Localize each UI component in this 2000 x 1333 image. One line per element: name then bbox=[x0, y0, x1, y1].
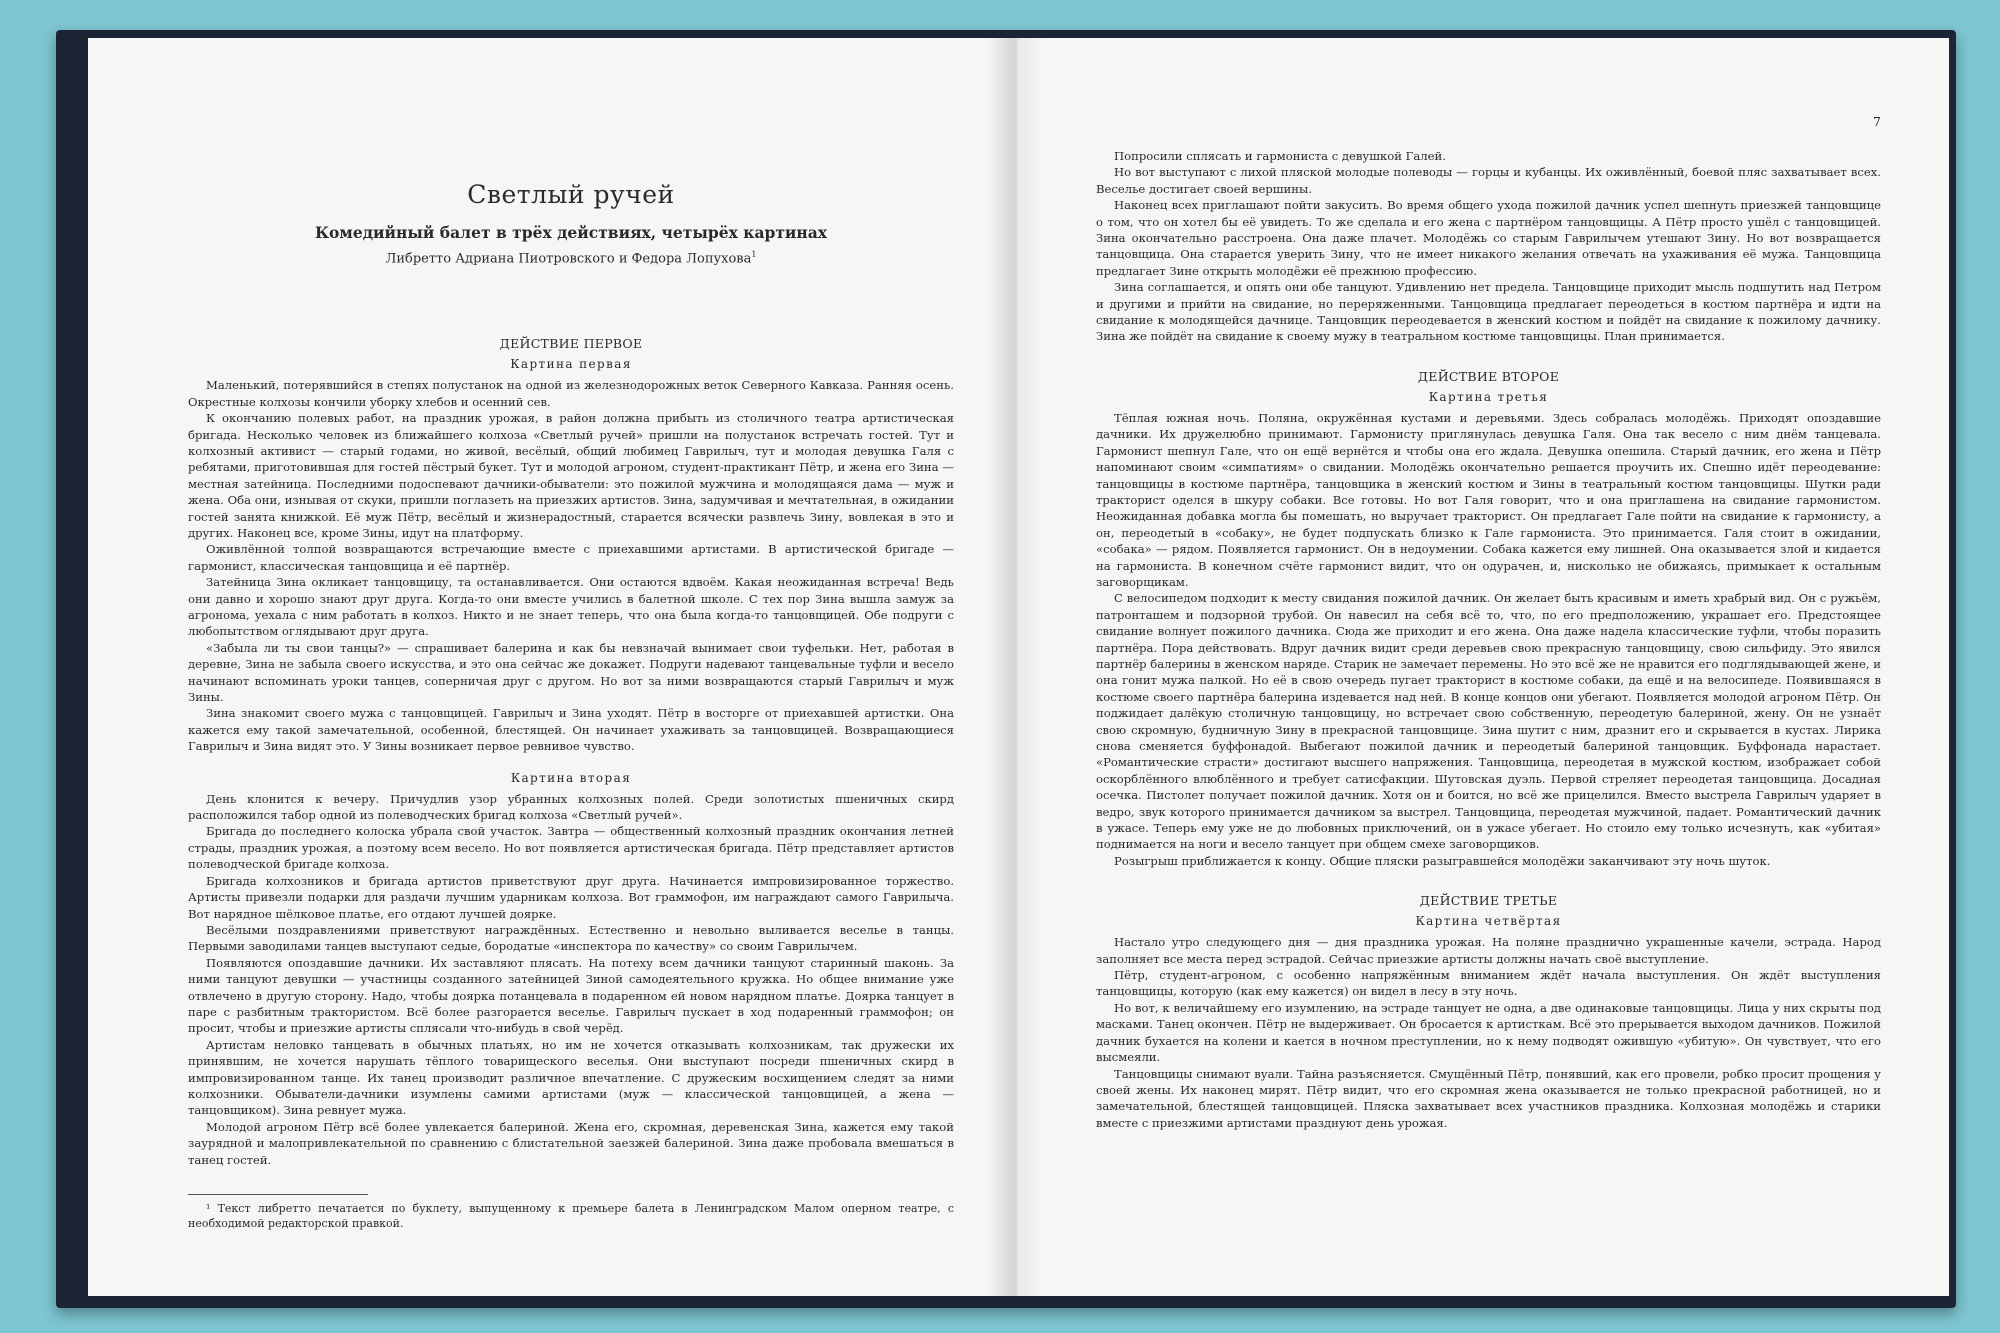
paragraph: Зина знакомит своего мужа с танцовщицей. Гаврилыч и Зина уходят. Пётр в восторге от приехавшей артистки. Она кажется ему такой замечательной, особенной, блестящей. Он начинает ухаживать за танцовщицей. Возвращающиеся Гаврилыч и Зина видят это. У Зины возникает первое ревнивое чувство. bbox=[188, 706, 954, 754]
scene-heading: Картина третья bbox=[1428, 389, 1549, 404]
paragraph: Оживлённой толпой возвращаются встречающие вместе с приехавшими артистами. В артистической бригаде — гармонист, классическая танцовщица и её партнёр. bbox=[188, 542, 954, 573]
footnote: ¹ Текст либретто печатается по буклету, выпущенному к премьере балета в Ленинградском Малом оперном театре, с необходимой редакторской правкой. bbox=[188, 1202, 954, 1231]
scene-heading: Картина первая bbox=[510, 357, 632, 372]
paragraph: Но вот, к величайшему его изумлению, на эстраде танцует не одна, а две одинаковые танцовщицы. Лица у них скрыты под масками. Танец окончен. Пётр не выдерживает. Он бросается к артисткам. Всё это прерывается выходом дачников. Пожилой дачник бухается на колени и кается в ночном преступлении, но к нему подводят ожившую «убитую». Он чувствует, что его высмеяли. bbox=[1096, 1000, 1881, 1065]
paragraph: «Забыла ли ты свои танцы?» — спрашивает балерина и как бы невзначай вынимает свои туфельки. Нет, работая в деревне, Зина не забыла своего искусства, и это она сейчас же докажет. Подруги надевают танцевальные туфли и весело начинают вспоминать уроки танцев, соперничая друг с другом. Но вот за ними возвращаются старый Гаврилыч и муж Зины. bbox=[188, 640, 954, 705]
paragraph: Молодой агроном Пётр всё более увлекается балериной. Жена его, скромная, деревенская Зина, кажется ему такой заурядной и малопривлекательной по сравнению с блистательной заезжей балериной. Зина даже пробовала вмешаться в танец гостей. bbox=[188, 1119, 954, 1167]
paragraph: День клонится к вечеру. Причудлив узор убранных колхозных полей. Среди золотистых пшеничных скирд расположился табор одной из полеводческих бригад колхоза «Светлый ручей». bbox=[188, 791, 954, 823]
page-subtitle: Комедийный балет в трёх действиях, четырёх картинах bbox=[314, 223, 828, 242]
left-page bbox=[88, 38, 1016, 1296]
page-title: Светлый ручей bbox=[467, 180, 675, 209]
paragraph: Настало утро следующего дня — дня праздника урожая. На поляне празднично украшенные качели, эстрада. Народ заполняет все места перед эстрадой. Сейчас приезжие артисты должны начать своё выступление. bbox=[1096, 935, 1881, 966]
footnote-divider bbox=[188, 1194, 368, 1195]
paragraph: Весёлыми поздравлениями приветствуют награждённых. Естественно и невольно выливается веселье в танцы. Первыми заводилами танцев выступают седые, бородатые «инспектора по качеству» со своим Гаврилычем. bbox=[188, 922, 954, 954]
paragraph: Танцовщицы снимают вуали. Тайна разъясняется. Смущённый Пётр, понявший, как его провели, робко просит прощения у своей жены. Их наконец мирят. Пётр видит, что его скромная жена оказывается не только прекрасной работницей, но и замечательной, блестящей танцовщицей. Пляска захватывает всех участников праздника. Колхозная молодёжь и старики вместе с приезжими артистами празднуют день урожая. bbox=[1096, 1066, 1881, 1130]
paragraph: Пётр, студент-агроном, с особенно напряжённым вниманием ждёт начала выступления. Он ждёт выступления танцовщицы, которую (как ему кажется) он видел в лесу в эту ночь. bbox=[1096, 968, 1881, 999]
authors-text: Либретто Адриана Пиотровского и Федора Лопухова bbox=[385, 251, 752, 267]
paragraph: Маленький, потерявшийся в степях полустанок на одной из железнодорожных веток Северного Кавказа. Ранняя осень. Окрестные колхозы кончили уборку хлебов и осенний сев. bbox=[188, 378, 954, 409]
paragraph: Розыгрыш приближается к концу. Общие пляски разыгравшейся молодёжи заканчивают эту ночь шуток. bbox=[1114, 853, 1771, 868]
paragraph: Зина соглашается, и опять они обе танцуют. Удивлению нет предела. Танцовщице приходит мысль подшутить над Петром и другими и прийти на свидание, но переряженными. Танцовщица предлагает переодеться в костюм партнёра и идти на свидание к молодящейся дачнице. Танцовщик переодевается в женский костюм и пойдёт на свидание к пожилому дачнику. Зина же пойдёт на свидание к своему мужу в театральном костюме танцовщицы. План принимается. bbox=[1096, 280, 1881, 344]
paragraph: К окончанию полевых работ, на праздник урожая, в район должна прибыть из столичного театра артистическая бригада. Несколько человек из ближайшего колхоза «Светлый ручей» пришли на полустанок встречать гостей. Тут и колхозный активист — старый годами, но живой, весёлый, общий любимец Гаврилыч, тут и молодая девушка Галя с ребятами, приготовившая для гостей пёстрый букет. Тут и молодой агроном, студент-практикант Пётр, и жена его Зина — местная затейница. Последними подоспевают дачники-обыватели: это пожилой мужчина и молодящаяся дама — муж и жена. Оба они, изнывая от скуки, пришли поглазеть на приезжих артистов. Зина, задумчивая и мечтательная, в ожидании гостей занята книжкой. Её муж Пётр, весёлый и жизнерадостный, старается всячески развлечь Зину, вовлекая в это и других. Наконец все, кроме Зины, идут на платформу. bbox=[188, 411, 954, 540]
right-page bbox=[1016, 38, 1949, 1296]
paragraph: С велосипедом подходит к месту свидания пожилой дачник. Он желает быть красивым и иметь храбрый вид. Он с ружьём, патронташем и подзорной трубой. Он навесил на себя всё то, что, по его предположению, украшает его. Предстоящее свидание волнует пожилого дачника. Сюда же приходит и его жена. Она даже надела классические туфли, чтобы поразить партнёра. Пора действовать. Вдруг дачник видит среди деревьев свою прекрасную танцовщицу, свою сильфиду. Это явился партнёр балерины в женском наряде. Старик не замечает перемены. Но это всё же не нравится его подглядывающей жене, и она гонит мужа палкой. Но её в свою очередь пугает тракторист в костюме собаки, да ещё и на велосипеде. Появившаяся в костюме своего партнёра балерина издевается над ней. В конце концов они убегают. Появляется молодой агроном Пётр. Он поджидает далёкую столичную танцовщицу, но встречает свою собственную, переодетую балериной, жену. Он не узнаёт свою скромную, будничную Зину в прекрасной танцовщице. Зина шутит с ним, дразнит его и скрывается в кустах. Лирика снова сменяется буффонадой. Выбегают пожилой дачник и переодетый балериной танцовщик. Буффонада нарастает. «Романтические страсти» достигают высшего напряжения. Танцовщица, переодетая в мужской костюм, изображает собой оскорблённого влюблённого и требует сатисфакции. Шутовская дуэль. Первой стреляет переодетая танцовщица. Досадная осечка. Пистолет получает пожилой дачник. Хотя он и боится, но всё же прицелился. Вместо выстрела Гаврилыч ударяет в ведро, звук которого принимается дачником за выстрел. Танцовщица, переодетая мужчиной, падает. Романтический дачник в ужасе. Теперь ему уже не до любовных приключений, он в ужасе убегает. Но стоило ему только исчезнуть, как «убитая» поднимается на ноги и весело танцует при общем смехе заговорщиков. bbox=[1096, 591, 1881, 852]
act-heading: ДЕЙСТВИЕ ТРЕТЬЕ bbox=[1419, 893, 1558, 909]
act-heading: ДЕЙСТВИЕ ПЕРВОЕ bbox=[499, 336, 643, 352]
act-heading: ДЕЙСТВИЕ ВТОРОЕ bbox=[1417, 368, 1560, 384]
paragraph: Бригада до последнего колоска убрала свой участок. Завтра — общественный колхозный праздник окончания летней страды, праздник урожая, а поэтому всем весело. Но вот появляется артистическая бригада. Пётр представляет артистов полеводческой бригаде колхоза. bbox=[188, 824, 954, 872]
paragraph: Тёплая южная ночь. Поляна, окружённая кустами и деревьями. Здесь собралась молодёжь. Приходят опоздавшие дачники. Их дружелюбно принимают. Гармонисту приглянулась девушка Галя. Она так весело с ним днём танцевала. Гармонист шепнул Гале, что он ещё вернётся и чтобы она его ждала. Девушка опешила. Старый дачник, его жена и Пётр напоминают своим «симпатиям» о свидании. Молодёжь окончательно решается проучить их. Спешно идёт переодевание: танцовщицы в костюме партнёра, танцовщика в женский костюм и Зины в театральный костюм танцовщицы. Шутки ради тракторист оделся в шкуру собаки. Все готовы. Но вот Галя говорит, что и она приглашена на свидание гармонистом. Неожиданная добавка могла бы помешать, но выручает тракторист. Он предлагает Гале пойти на свидание к гармонисту, а он, переодетый в «собаку», не будет подпускать близко к Гале гармониста. Это принимается. Галя стоит в ожидании, «собака» — рядом. Появляется гармонист. Он в недоумении. Собака кажется ему лишней. Она оказывается злой и кидается на гармониста. В конечном счёте гармонист видит, что он одурачен, и, нисколько не обижаясь, примыкает к остальным заговорщикам. bbox=[1096, 410, 1881, 589]
paragraph: Но вот выступают с лихой пляской молодые полеводы — горцы и кубанцы. Их оживлённый, боевой пляс захватывает всех. Веселье достигает своей вершины. bbox=[1096, 165, 1881, 196]
right-page-content bbox=[1096, 148, 1881, 1131]
scene-heading: Картина вторая bbox=[510, 770, 632, 785]
scene-heading: Картина четвёртая bbox=[1415, 914, 1562, 929]
paragraph: Бригада колхозников и бригада артистов приветствуют друг друга. Начинается импровизированное торжество. Артисты привезли подарки для раздачи лучшим ударникам колхоза. Вот граммофон, им награждают самого Гаврилыча. Вот нарядное шёлковое платье, его отдают лучшей доярке. bbox=[188, 873, 954, 921]
left-page-content bbox=[188, 138, 954, 1231]
page-number: 7 bbox=[1873, 114, 1881, 129]
libretto-authors bbox=[188, 250, 954, 266]
paragraph: Затейница Зина окликает танцовщицу, та останавливается. Они остаются вдвоём. Какая неожиданная встреча! Ведь они давно и хорошо знают друг друга. Когда-то они вместе учились в балетной школе. С тех пор Зина вышла замуж за агронома, уехала с ним работать в колхоз. Никто и не знает теперь, что она была когда-то танцовщицей. Обе подруги с любопытством оглядывают друг друга. bbox=[188, 575, 954, 639]
paragraph: Артистам неловко танцевать в обычных платьях, но им не хочется отказывать колхозникам, так дружески их принявшим, не хочется нарушать тёплого товарищеского веселья. Они выступают посреди пшеничных скирд в импровизированном танце. Их танец производит различное впечатление. С дружеским восхищением следят за ними колхозники. Обыватели-дачники изумлены самими артистами (муж — классической танцовщицей, а жена — танцовщиком). Зина ревнует мужа. bbox=[188, 1037, 954, 1118]
footnote-mark: 1 bbox=[751, 250, 757, 259]
paragraph: Попросили сплясать и гармониста с девушкой Галей. bbox=[1114, 149, 1446, 163]
paragraph: Наконец всех приглашают пойти закусить. Во время общего ухода пожилой дачник успел шепнуть приезжей танцовщице о том, что он хотел бы её увидеть. То же сделала и его жена с партнёром танцовщицы. А Пётр просто ушёл с танцовщицей. Зина окончательно расстроена. Она даже плачет. Молодёжь со старым Гаврилычем утешают Зину. Но вот возвращается танцовщица. Она старается уверить Зину, что не имеет никакого желания отвечать на ухаживания её мужа. Танцовщица предлагает Зине открыть молодёжи её прежнюю профессию. bbox=[1096, 198, 1881, 278]
paragraph: Появляются опоздавшие дачники. Их заставляют плясать. На потеху всем дачники танцуют старинный шаконь. За ними танцуют девушки — участницы созданного затейницей Зиной самодеятельного кружка. Но общее внимание уже отвлечено в другую сторону. Надо, чтобы доярка потанцевала в подаренном ей новом нарядном платье. Доярка танцует в паре с разбитным трактористом. Всё более разгорается веселье. Гаврилыч пускает в ход подаренный граммофон; он просит, чтобы и приезжие артисты сплясали что-нибудь в свой черёд. bbox=[188, 955, 954, 1036]
